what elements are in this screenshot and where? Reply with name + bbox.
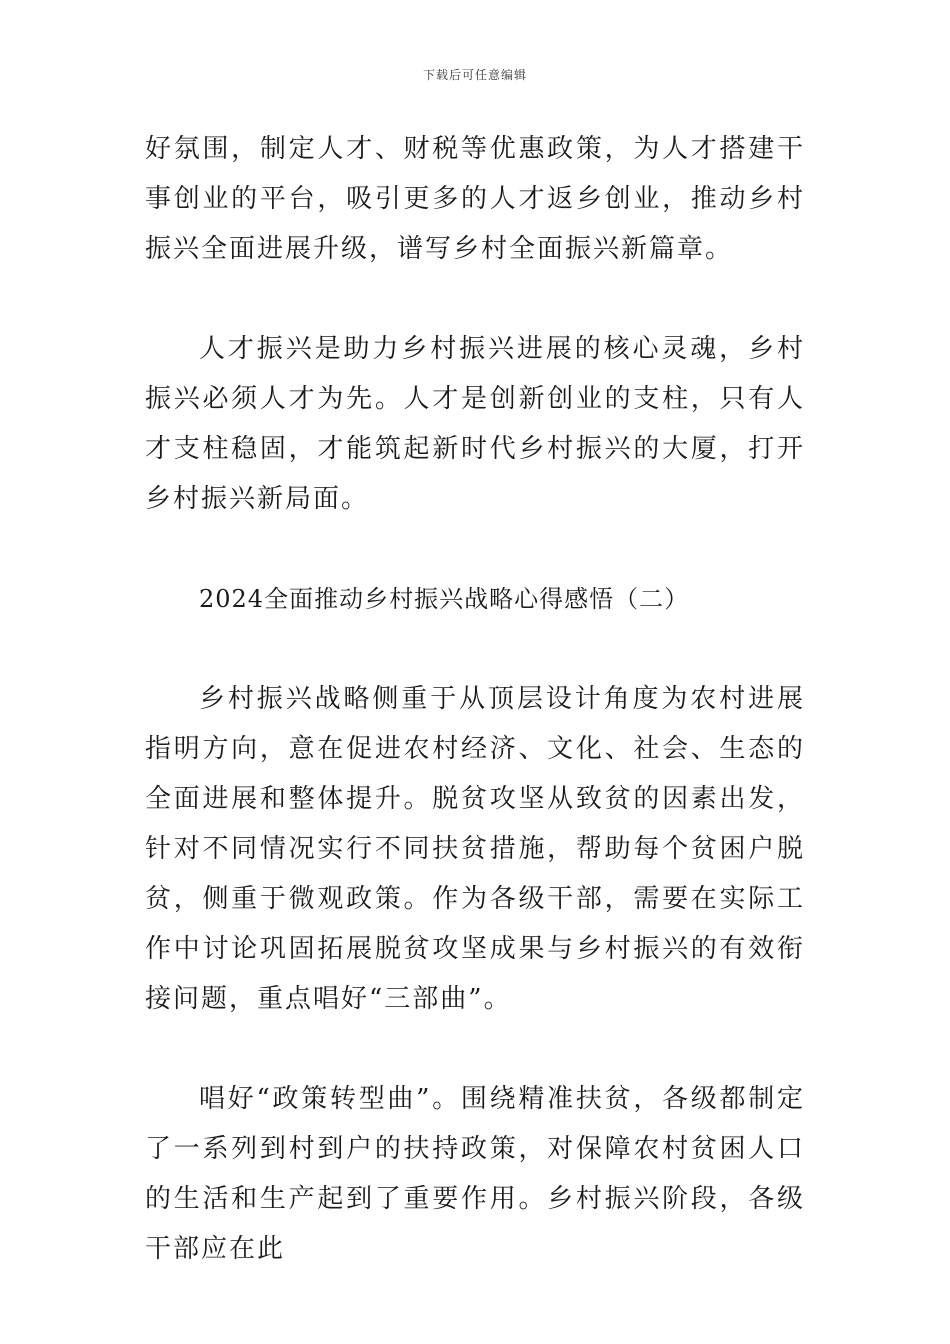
document-body (145, 124, 805, 1274)
page-header: 下载后可任意编辑 (422, 68, 527, 82)
paragraph-strategy: 乡村振兴战略侧重于从顶层设计角度为农村进展指明方向，意在促进农村经济、文化、社会、生态的全面进展和整体提升。脱贫攻坚从致贫的因素出发，针对不同情况实行不同扶贫措施，帮助每个贫困户脱贫，侧重于微观政策。作为各级干部，需要在实际工作中讨论巩固拓展脱贫攻坚成果与乡村振兴的有效衔接问题，重点唱好“三部曲”。 (145, 684, 805, 1014)
section-heading: 2024全面推动乡村振兴战略心得感悟（二） (199, 585, 690, 613)
paragraph-talent-revitalization: 人才振兴是助力乡村振兴进展的核心灵魂，乡村振兴必须人才为先。人才是创新创业的支柱，只有人才支柱稳固，才能筑起新时代乡村振兴的大厦，打开乡村振兴新局面。 (145, 334, 805, 514)
paragraph-policy-transition: 唱好“政策转型曲”。围绕精准扶贫，各级都制定了一系列到村到户的扶持政策，对保障农村贫困人口的生活和生产起到了重要作用。乡村振兴阶段，各级干部应在此 (145, 1084, 805, 1264)
paragraph-continuation: 好氛围，制定人才、财税等优惠政策，为人才搭建干事创业的平台，吸引更多的人才返乡创业，推动乡村振兴全面进展升级，谱写乡村全面振兴新篇章。 (145, 134, 805, 264)
